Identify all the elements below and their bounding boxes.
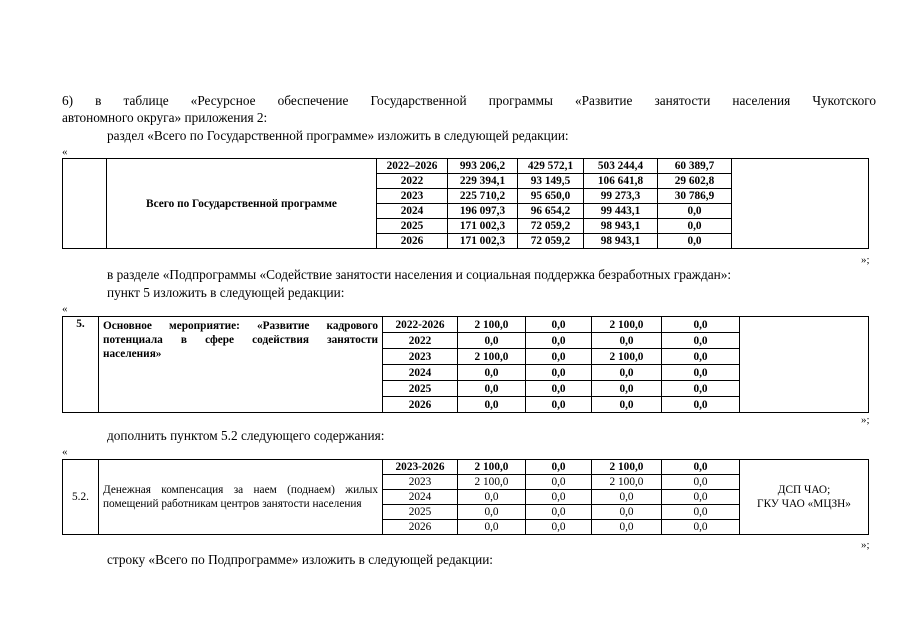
table-cell: 0,0 (526, 381, 592, 397)
table-cell: 72 059,2 (518, 234, 584, 249)
intro-line-2: автономного округа» приложения 2: (62, 110, 268, 125)
table-cell: 2023 (383, 475, 458, 490)
table3-label: Денежная компенсация за наем (поднаем) жилых помещений работникам центров занятости населения (99, 460, 383, 535)
table-cell: 0,0 (458, 490, 526, 505)
intro-line-3: раздел «Всего по Государственной программе» изложить в следующей редакции: (107, 128, 569, 143)
open-quote-2: « (62, 303, 68, 315)
close-quote-1: »; (861, 254, 870, 266)
table-cell: 0,0 (458, 520, 526, 535)
table-cell: 0,0 (526, 397, 592, 413)
table-cell: 0,0 (662, 349, 740, 365)
table-cell: 429 572,1 (518, 159, 584, 174)
table-cell: 2 100,0 (592, 349, 662, 365)
table-cell: 0,0 (658, 204, 732, 219)
table-cell: 0,0 (658, 234, 732, 249)
table-cell: 93 149,5 (518, 174, 584, 189)
table-cell: 2 100,0 (458, 317, 526, 333)
executor-line-1: ДСП ЧАО; (777, 484, 831, 496)
table-cell: 993 206,2 (448, 159, 518, 174)
table-cell: 0,0 (662, 365, 740, 381)
table-item-5-2 (62, 459, 869, 535)
section3-line-1: дополнить пунктом 5.2 следующего содержания: (107, 428, 385, 443)
table-cell: 2022 (377, 174, 448, 189)
table-cell: 0,0 (526, 317, 592, 333)
table-cell: 0,0 (458, 505, 526, 520)
section4-line-1: строку «Всего по Подпрограмме» изложить в следующей редакции: (107, 552, 493, 567)
table-cell: 0,0 (526, 365, 592, 381)
table-cell: 0,0 (592, 333, 662, 349)
table-cell: 2 100,0 (458, 475, 526, 490)
table-cell: 0,0 (662, 460, 740, 475)
table-cell: 95 650,0 (518, 189, 584, 204)
table-cell: 96 654,2 (518, 204, 584, 219)
table-cell: 0,0 (592, 397, 662, 413)
table2-label: Основное мероприятие: «Развитие кадрового потенциала в сфере содействия занятости населения» (99, 317, 383, 413)
table1-executor-cell (732, 159, 869, 249)
table-cell: 2022 (383, 333, 458, 349)
table-cell: 196 097,3 (448, 204, 518, 219)
table-cell: 99 273,3 (584, 189, 658, 204)
table-cell: 29 602,8 (658, 174, 732, 189)
table1-label: Всего по Государственной программе (107, 159, 377, 249)
table-cell: 0,0 (662, 490, 740, 505)
table-cell: 2024 (383, 365, 458, 381)
table-cell: 229 394,1 (448, 174, 518, 189)
table-cell: 0,0 (662, 333, 740, 349)
table-cell: 2026 (383, 397, 458, 413)
table-cell: 0,0 (526, 505, 592, 520)
executor-line-2: ГКУ ЧАО «МЦЗН» (757, 498, 851, 510)
table-cell: 60 389,7 (658, 159, 732, 174)
table-cell: 2023 (377, 189, 448, 204)
open-quote-3: « (62, 446, 68, 458)
table-cell: 2023-2026 (383, 460, 458, 475)
table-cell: 2 100,0 (592, 460, 662, 475)
table-cell: 0,0 (526, 333, 592, 349)
table-cell: 0,0 (458, 333, 526, 349)
table-cell: 2025 (377, 219, 448, 234)
table3-num: 5.2. (63, 460, 99, 535)
table-cell: 0,0 (592, 381, 662, 397)
table-cell: 0,0 (592, 365, 662, 381)
close-quote-2: »; (861, 414, 870, 426)
table-cell: 2024 (377, 204, 448, 219)
table-item-5 (62, 316, 869, 413)
table-total-program (62, 158, 869, 249)
table-cell: 225 710,2 (448, 189, 518, 204)
table-cell: 2022–2026 (377, 159, 448, 174)
table-cell: 2024 (383, 490, 458, 505)
table-cell: 0,0 (458, 381, 526, 397)
table-cell: 0,0 (662, 505, 740, 520)
table-cell: 0,0 (592, 505, 662, 520)
table-cell: 2 100,0 (458, 349, 526, 365)
table-cell: 30 786,9 (658, 189, 732, 204)
section2-line-2: пункт 5 изложить в следующей редакции: (107, 285, 345, 300)
table-cell: 0,0 (592, 520, 662, 535)
table-cell: 2 100,0 (592, 317, 662, 333)
close-quote-3: »; (861, 539, 870, 551)
table-cell: 72 059,2 (518, 219, 584, 234)
table-cell: 0,0 (458, 397, 526, 413)
intro-line-1: 6) в таблице «Ресурсное обеспечение Государственной программы «Развитие занятости населения Чукотского (62, 93, 876, 108)
table-cell: 2023 (383, 349, 458, 365)
table-cell: 0,0 (662, 475, 740, 490)
table-cell: 99 443,1 (584, 204, 658, 219)
table-cell: 0,0 (662, 381, 740, 397)
table-cell: 2025 (383, 381, 458, 397)
table-cell: 0,0 (458, 365, 526, 381)
open-quote-1: « (62, 146, 68, 158)
table-cell: 0,0 (526, 490, 592, 505)
table-cell: 0,0 (662, 397, 740, 413)
table-cell: 2026 (377, 234, 448, 249)
table-cell: 98 943,1 (584, 234, 658, 249)
table-cell: 171 002,3 (448, 219, 518, 234)
table-cell: 171 002,3 (448, 234, 518, 249)
section2-line-1: в разделе «Подпрограммы «Содействие занятости населения и социальная поддержка безработных граждан»: (107, 267, 732, 282)
table-cell: 2 100,0 (458, 460, 526, 475)
table-cell: 0,0 (592, 490, 662, 505)
table-cell: 106 641,8 (584, 174, 658, 189)
table2-num: 5. (63, 317, 99, 413)
table3-executors (740, 460, 869, 535)
table-cell: 0,0 (526, 349, 592, 365)
table-cell: 2 100,0 (592, 475, 662, 490)
table2-executor-cell (740, 317, 869, 413)
table-cell: 0,0 (658, 219, 732, 234)
table-cell: 0,0 (662, 317, 740, 333)
table-cell: 0,0 (662, 520, 740, 535)
table-cell: 2022-2026 (383, 317, 458, 333)
table-cell: 0,0 (526, 520, 592, 535)
table-cell: 503 244,4 (584, 159, 658, 174)
table-cell: 0,0 (526, 475, 592, 490)
table-cell: 0,0 (526, 460, 592, 475)
table-cell: 2025 (383, 505, 458, 520)
table1-num-cell (63, 159, 107, 249)
table-cell: 98 943,1 (584, 219, 658, 234)
table-cell: 2026 (383, 520, 458, 535)
